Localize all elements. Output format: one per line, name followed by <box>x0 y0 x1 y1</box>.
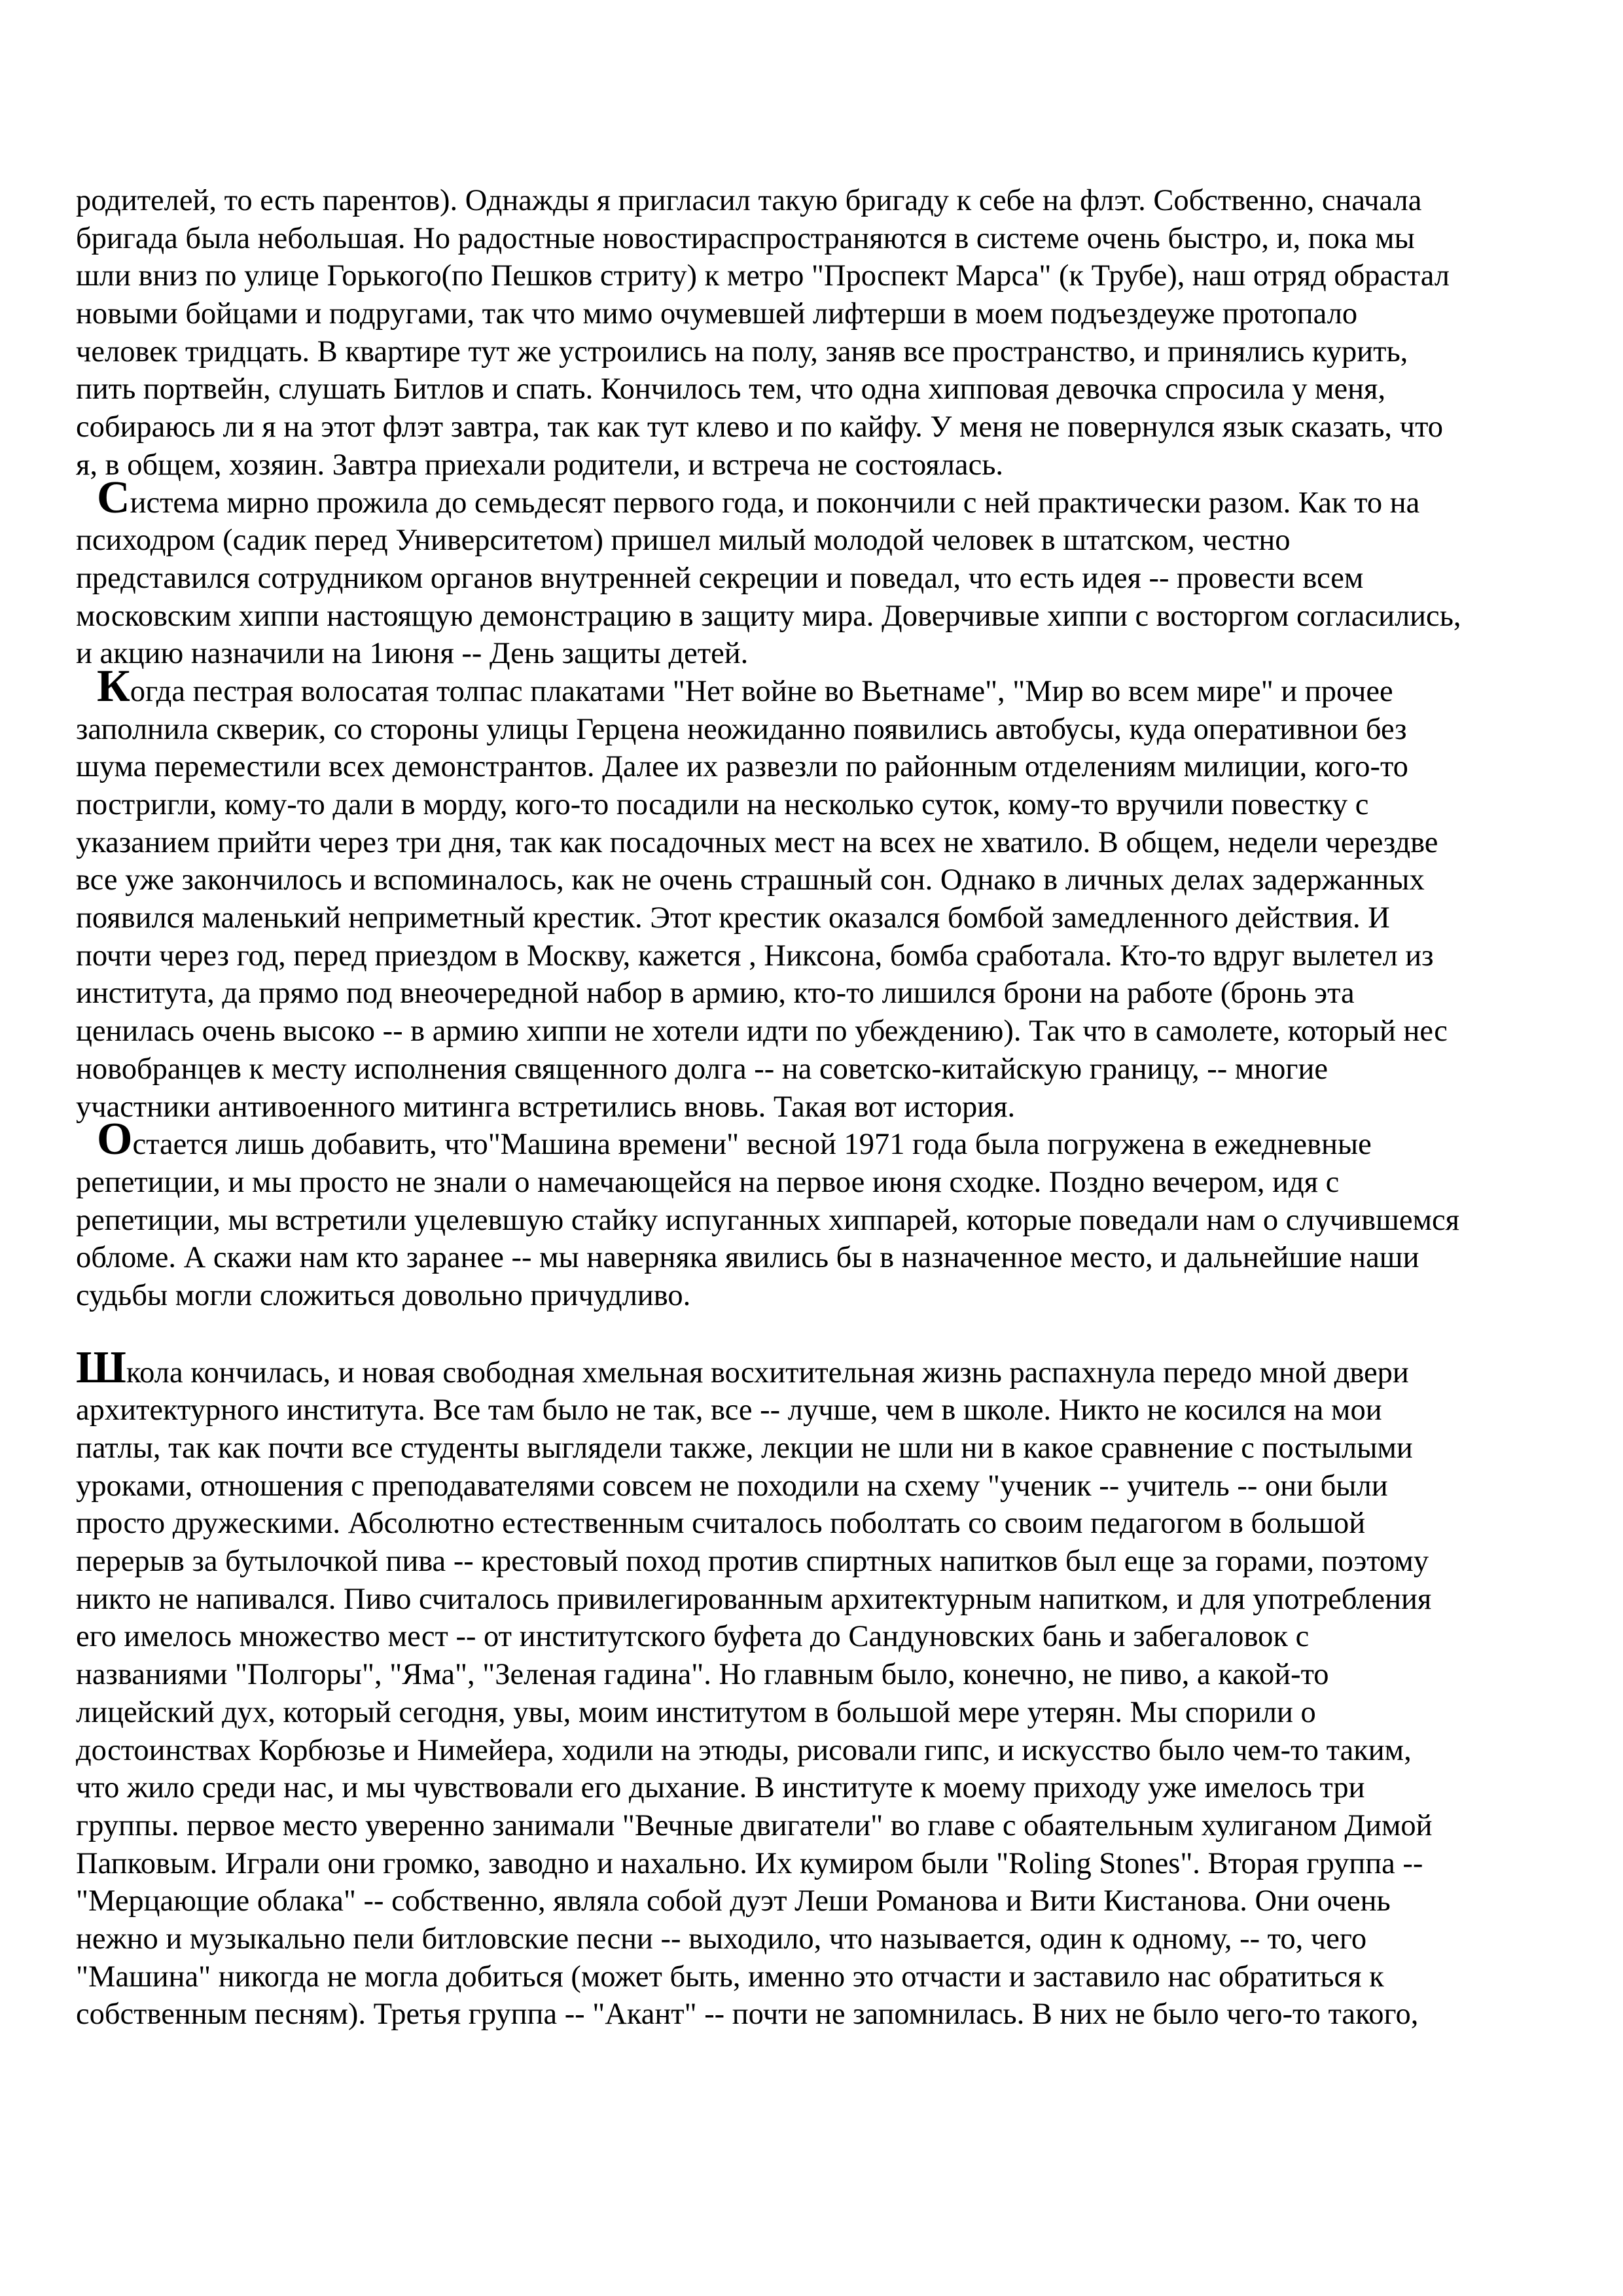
text-line: его имелось множество мест -- от институтского буфета до Сандуновских бань и забегаловок с <box>76 1620 1310 1654</box>
paragraph-system <box>76 472 1558 673</box>
text-line <box>76 1114 1558 1165</box>
text-line: шума переместили всех демонстрантов. Далее их развезли по районным отделениям милиции, кого-то <box>76 750 1408 784</box>
text-line: московским хиппи настоящую демонстрацию в защиту мира. Доверчивые хиппи с восторгом согласились, <box>76 599 1461 633</box>
text-line: группы. первое место уверенно занимали "Вечные двигатели" во главе с обаятельным хулиганом Димой <box>76 1808 1433 1842</box>
text-line: репетиции, и мы просто не знали о намечающейся на первое июня сходке. Поздно вечером, идя с <box>76 1165 1340 1199</box>
text-line: просто дружескими. Абсолютно естественным считалось поболтать со своим педагогом в большой <box>76 1507 1366 1541</box>
text-line <box>76 660 1558 711</box>
text-line: судьбы могли сложиться довольно причудливо. <box>76 1278 691 1312</box>
text-line: собираюсь ли я на этот флэт завтра, так как тут клево и по кайфу. У меня не повернулся язык сказать, что <box>76 410 1444 444</box>
text-line: перерыв за бутылочкой пива -- крестовый поход против спиртных напитков был еще за горами, поэтому <box>76 1545 1429 1579</box>
text-line-rest: огда пестрая волосатая толпас плакатами "Нет войне во Вьетнаме", "Мир во всем мире" и прочее <box>130 674 1393 708</box>
text-line: "Машина" никогда не могла добиться (может быть, именно это отчасти и заставило нас обратиться к <box>76 1960 1384 1994</box>
text-line: Папковым. Играли они громко, заводно и нахально. Их кумиром были "Roling Stones". Вторая группа -- <box>76 1846 1423 1880</box>
text-line: названиями "Полгоры", "Яма", "Зеленая гадина". Но главным было, конечно, не пиво, а какой-то <box>76 1658 1329 1692</box>
text-line: шли вниз по улице Горького(по Пешков стриту) к метро "Проспект Марса" (к Трубе), наш отряд обрастал <box>76 259 1450 293</box>
text-line: человек тридцать. В квартире тут же устроились на полу, заняв все пространство, и принялись курить, <box>76 334 1408 368</box>
text-line: ценилась очень высоко -- в армию хиппи не хотели идти по убеждению). Так что в самолете, который нес <box>76 1014 1448 1049</box>
text-line: бригада была небольшая. Но радостные новостираспространяются в системе очень быстро, и, пока мы <box>76 221 1415 255</box>
text-line: указанием прийти через три дня, так как посадочных мест на всех не хватило. В общем, недели черездве <box>76 825 1438 859</box>
text-line: никто не напивался. Пиво считалось привилегированным архитектурным напитком, и для употребления <box>76 1582 1432 1616</box>
text-line: архитектурного института. Все там было не так, все -- лучше, чем в школе. Никто не косился на мои <box>76 1393 1382 1427</box>
text-line: все уже закончилось и вспоминалось, как не очень страшный сон. Однако в личных делах задержанных <box>76 863 1425 897</box>
text-line-rest: кола кончилась, и новая свободная хмельная восхитительная жизнь распахнула передо мной двери <box>126 1355 1409 1390</box>
text-line: участники антивоенного митинга встретились вновь. Такая вот история. <box>76 1090 1016 1124</box>
text-line: пить портвейн, слушать Битлов и спать. Кончилось тем, что одна хипповая девочка спросила у меня, <box>76 372 1386 406</box>
text-line: почти через год, перед приездом в Москву, кажется , Никсона, бомба сработала. Кто-то вдруг вылетел из <box>76 939 1434 973</box>
drop-cap: С <box>97 472 130 523</box>
text-line: обломе. А скажи нам кто заранее -- мы наверняка явились бы в назначенное место, и дальнейшие наши <box>76 1241 1419 1275</box>
text-line: института, да прямо под внеочередной набор в армию, кто-то лишился брони на работе (бронь эта <box>76 977 1355 1011</box>
text-line: достоинствах Корбюзье и Нимейера, ходили на этюды, рисовали гипс, и искусство было чем-то таким, <box>76 1733 1412 1767</box>
drop-cap: Ш <box>76 1342 126 1393</box>
text-line: что жило среди нас, и мы чувствовали его дыхание. В институте к моему приходу уже имелось три <box>76 1771 1365 1805</box>
text-line-rest: истема мирно прожила до семьдесят первого года, и покончили с ней практически разом. Как то на <box>130 486 1420 520</box>
text-line: заполнила скверик, со стороны улицы Герцена неожиданно появились автобусы, куда оперативнои без <box>76 712 1407 746</box>
text-line: появился маленький неприметный крестик. Этот крестик оказался бомбой замедленного действия. И <box>76 901 1390 935</box>
text-line: и акцию назначили на 1июня -- День защиты детей. <box>76 637 749 671</box>
text-line: психодром (садик перед Университетом) пришел милый молодой человек в штатском, честно <box>76 524 1291 558</box>
text-line: уроками, отношения с преподавателями совсем не походили на схему "ученик -- учитель -- они были <box>76 1469 1388 1503</box>
text-line: постригли, кому-то дали в морду, кого-то посадили на несколько суток, кому-то вручили повестку с <box>76 788 1369 821</box>
text-line: нежно и музыкально пели битловские песни -- выходило, что называется, один к одному, -- то, чего <box>76 1922 1367 1956</box>
text-line: представился сотрудником органов внутренней секреции и поведал, что есть идея -- провести всем <box>76 561 1364 595</box>
text-line: родителей, то есть парентов). Однажды я пригласил такую бригаду к себе на флэт. Собственно, сначала <box>76 184 1422 217</box>
drop-cap: О <box>97 1114 133 1165</box>
text-line: "Мерцающие облака" -- собственно, являла собой дуэт Леши Романова и Вити Кистанова. Они очень <box>76 1884 1391 1918</box>
drop-cap: К <box>97 660 130 711</box>
text-line: патлы, так как почти все студенты выглядели также, лекции не шли ни в какое сравнение с постылыми <box>76 1431 1413 1465</box>
text-line <box>76 472 1558 523</box>
text-line: лицейский дух, который сегодня, увы, моим институтом в большой мере утерян. Мы спорили о <box>76 1695 1316 1729</box>
text-line: я, в общем, хозяин. Завтра приехали родители, и встреча не состоялась. <box>76 448 1004 482</box>
text-line <box>76 1342 1558 1393</box>
text-line-rest: стается лишь добавить, что"Машина времени" весной 1971 года была погружена в ежедневные <box>132 1128 1372 1162</box>
text-line: репетиции, мы встретили уцелевшую стайку испуганных хиппарей, которые поведали нам о случившемся <box>76 1203 1460 1237</box>
text-line: новобранцев к месту исполнения священного долга -- на советско-китайскую границу, -- многие <box>76 1052 1328 1086</box>
paragraph-school <box>76 1342 1558 2034</box>
paragraph-parents-flat <box>76 182 1558 484</box>
paragraph-crowd <box>76 660 1558 1126</box>
text-line: новыми бойцами и подругами, так что мимо очумевшей лифтерши в моем подъездеуже протопало <box>76 297 1358 331</box>
paragraph-time-machine <box>76 1114 1558 1314</box>
text-line: собственным песням). Третья группа -- "Акант" -- почти не запомнилась. В них не было чего-то такого, <box>76 1998 1419 2032</box>
document-page <box>76 182 1558 2034</box>
